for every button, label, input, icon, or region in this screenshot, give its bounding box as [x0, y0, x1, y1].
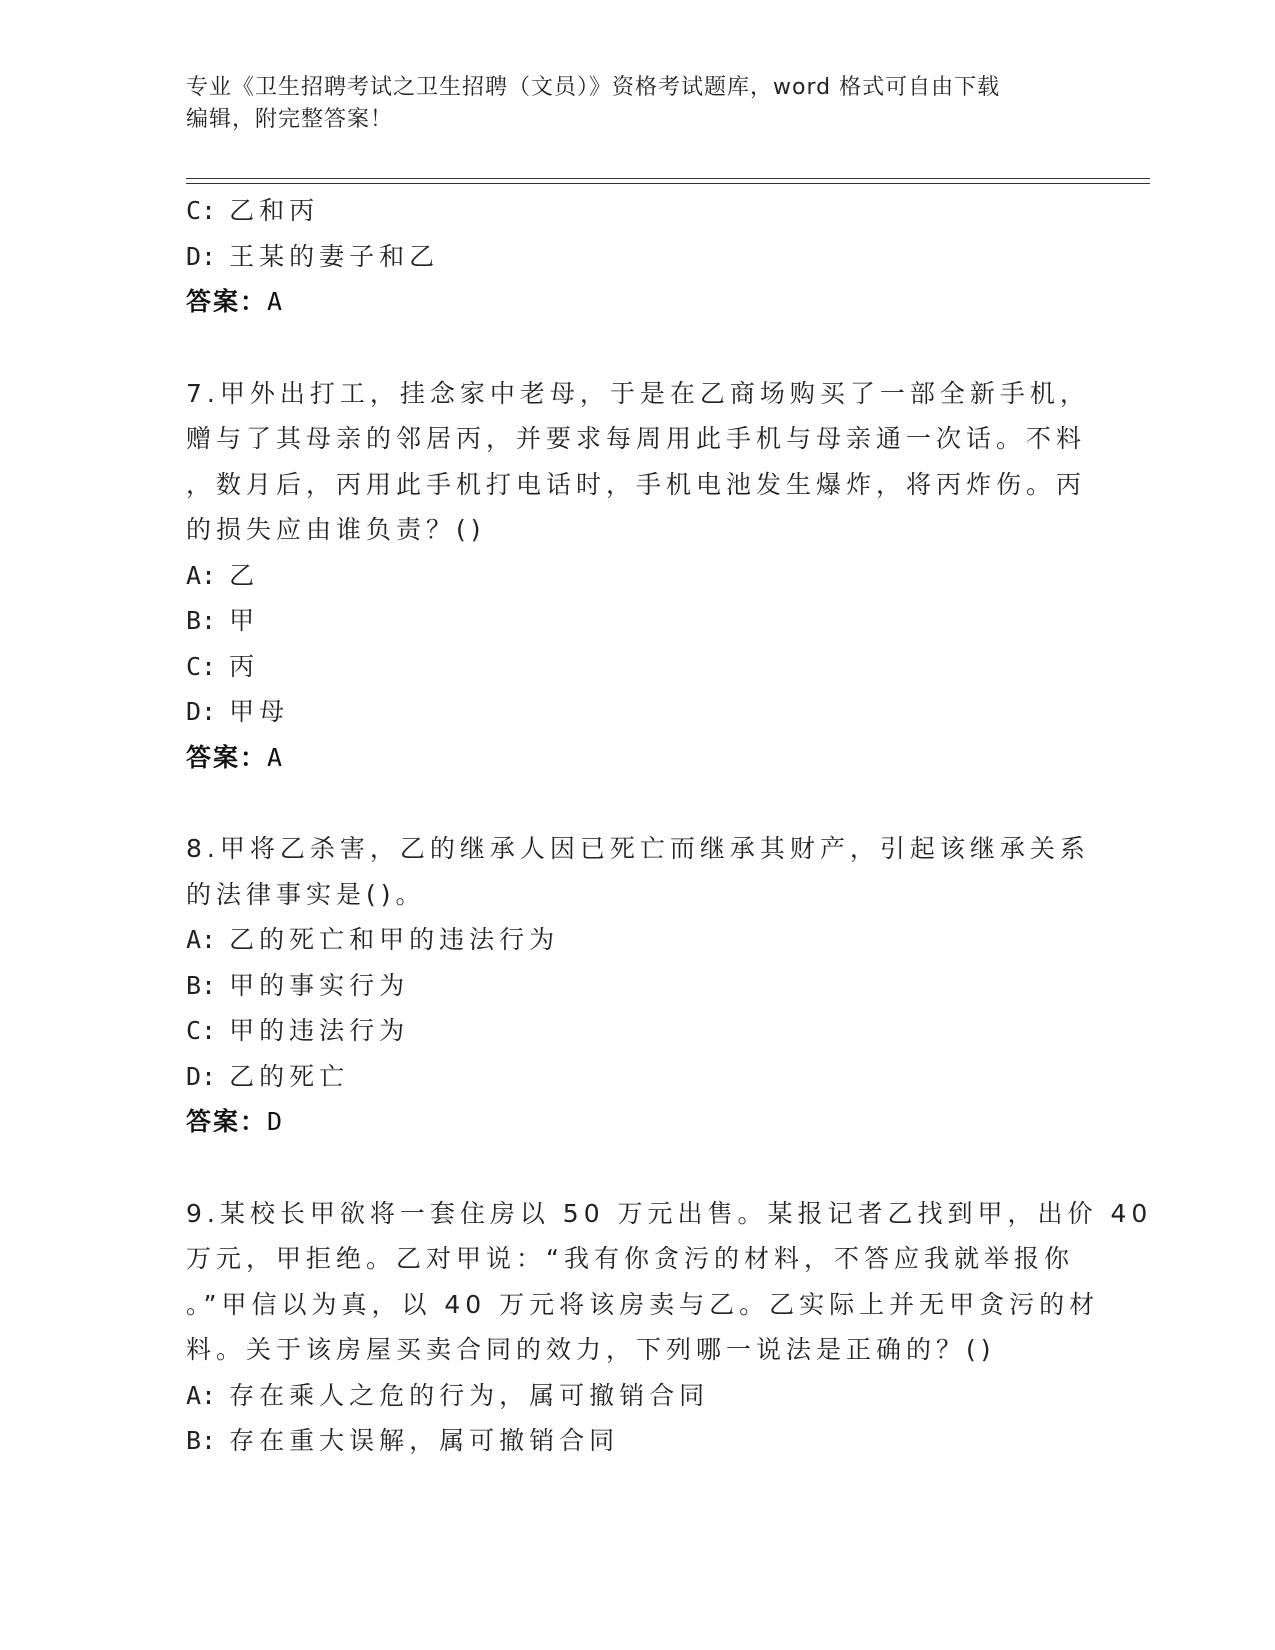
- option-d: [186, 689, 1086, 735]
- option-text: 甲母: [229, 697, 290, 726]
- option-c: [186, 188, 1086, 234]
- option-label: A:: [186, 1380, 217, 1410]
- question-7: [186, 371, 1090, 781]
- question-stem-line: 赠与了其母亲的邻居丙，并要求每周用此手机与母亲通一次话。不料: [186, 424, 1087, 453]
- answer-value: A: [267, 287, 285, 316]
- question-stem-line: ，数月后，丙用此手机打电话时，手机电池发生爆炸，将丙炸伤。丙: [186, 469, 1087, 499]
- option-text: 存在乘人之危的行为，属可撤销合同: [229, 1380, 710, 1410]
- option-text: 王某的妻子和乙: [229, 241, 440, 271]
- option-text: 甲: [229, 606, 260, 635]
- question-stem-line: 。”甲信以为真，以 40 万元将该房卖与乙。乙实际上并无甲贪污的材: [186, 1289, 1100, 1319]
- option-label: B:: [186, 1426, 217, 1455]
- option-b: [186, 963, 1086, 1009]
- option-text: 乙: [229, 560, 260, 590]
- option-d: [186, 1054, 1086, 1100]
- option-a: [186, 1373, 1086, 1419]
- previous-question-fragment: [186, 188, 1086, 325]
- answer-label: 答案：: [186, 1107, 268, 1136]
- question-stem-line: 7.甲外出打工，挂念家中老母，于是在乙商场购买了一部全新手机，: [186, 378, 1090, 408]
- option-text: 丙: [229, 651, 260, 681]
- option-label: B:: [186, 970, 217, 1000]
- question-9: [186, 1191, 1153, 1464]
- option-text: 甲的违法行为: [229, 1016, 410, 1045]
- option-c: [186, 644, 1086, 690]
- option-text: 乙的死亡和甲的违法行为: [229, 925, 560, 954]
- option-label: C:: [186, 651, 217, 681]
- option-label: C:: [186, 1016, 217, 1045]
- option-a: [186, 917, 1086, 963]
- option-label: A:: [186, 925, 217, 954]
- header-divider: [186, 178, 1150, 184]
- answer-value: A: [267, 742, 285, 772]
- option-label: D:: [186, 697, 217, 726]
- question-stem-line: 料。关于该房屋买卖合同的效力，下列哪一说法是正确的？(): [186, 1335, 996, 1364]
- question-stem-line: 8.甲将乙杀害，乙的继承人因已死亡而继承其财产，引起该继承关系: [186, 834, 1090, 863]
- header-line-1: 专业《卫生招聘考试之卫生招聘（文员）》资格考试题库，word 格式可自由下载: [186, 75, 1001, 100]
- option-b: [186, 598, 1086, 644]
- question-stem-line: 9.某校长甲欲将一套住房以 50 万元出售。某报记者乙找到甲，出价 40: [186, 1198, 1153, 1228]
- option-text: 存在重大误解，属可撤销合同: [229, 1426, 620, 1455]
- option-label: D:: [186, 1061, 217, 1091]
- question-stem-line: 万元，甲拒绝。乙对甲说：“我有你贪污的材料，不答应我就举报你: [186, 1244, 1074, 1273]
- option-label: C:: [186, 196, 217, 225]
- option-label: B:: [186, 606, 217, 635]
- option-label: A:: [186, 560, 217, 590]
- option-b: [186, 1418, 1086, 1464]
- option-label: D:: [186, 241, 217, 271]
- option-text: 甲的事实行为: [229, 970, 410, 1000]
- answer-label: 答案：: [186, 287, 268, 316]
- answer-value: D: [267, 1107, 285, 1136]
- question-content: [186, 188, 1153, 1464]
- option-c: [186, 1008, 1086, 1054]
- document-header: [186, 72, 1086, 136]
- answer-line: [186, 1099, 1086, 1145]
- option-a: [186, 553, 1086, 599]
- option-d: [186, 234, 1086, 280]
- header-line-2: 编辑，附完整答案！: [186, 107, 394, 132]
- option-text: 乙的死亡: [229, 1061, 350, 1091]
- question-8: [186, 826, 1090, 1145]
- question-stem-line: 的损失应由谁负责？(): [186, 515, 486, 544]
- answer-line: [186, 735, 1086, 781]
- answer-line: [186, 279, 1086, 325]
- question-stem-line: 的法律事实是()。: [186, 879, 426, 909]
- option-text: 乙和丙: [229, 196, 320, 225]
- answer-label: 答案：: [186, 742, 268, 772]
